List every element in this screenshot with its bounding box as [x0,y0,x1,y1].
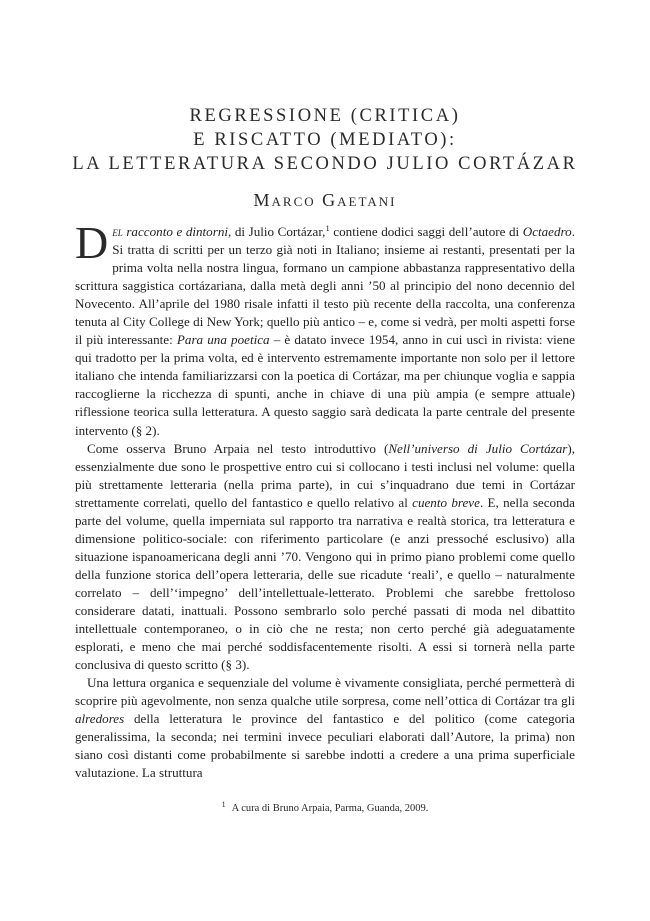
paragraph-2 [75,440,575,675]
article-title [0,104,650,211]
term-italic: cuento breve [412,494,480,510]
footnote-mark: 1 [221,800,226,809]
footnote-ref: 1 [325,223,330,233]
text-run: della letteratura le province del fantastico e del politico (come categoria generalissima, la seconda; nei termini invece peculiari elaborati dall’Autore, la prima) non siano così distanti come probabilmente si sarebbe indotti a credere a una prima superficiale valutazione. La struttura [75,711,575,781]
essay-title: Para una poetica [176,332,270,348]
body-text [75,217,576,782]
footnote [0,800,650,814]
lead-small-caps: el [112,224,123,239]
text-run: . E, nella seconda parte del volume, quella imperniata sul rapporto tra narrativa e realtà storica, tra letteratura e dimensione politico-sociale: con riferimento particolare (e anzi pressoché esclusivo) alla situazione ispanoamericana degli anni ’70. Vengono qui in primo piano problemi come quello della funzione storica dell’opera letteraria, delle sue ricadute ‘reali’, e quello – naturalmente correlato – dell’‘impegno’ dell’intellettuale-letterato. Problemi che sarebbe frettoloso considerare datati, inattuali. Possono sembrarlo solo perché passati di moda nel dibattito intellettuale contemporaneo, o in ciò che ne resta; non certo perché già adeguatamente esplorati, e meno che mai perché soddisfacentemente risolti. A essi si tornerà nella parte conclusiva di questo scritto (§ 3). [75,494,575,673]
essay-title: Nell’universo di Julio Cortázar [388,440,568,456]
footnote-text: A cura di Bruno Arpaia, Parma, Guanda, 2009. [231,803,429,814]
title-line-1: REGRESSIONE (CRITICA) [189,106,461,126]
text-run: – è datato invece 1954, anno in cui uscì in rivista: viene qui tradotto per la prima volta, ed è intervento estremamente importante non solo per il lettore italiano che intenda familiarizzarsi con la poetica di Cortázar, ma per chiunque voglia e sappia raccoglierne la ricchezza di spunti, anche in chiave di una più ampia (e sempre attuale) riflessione teorica sulla letteratura. A questo saggio sarà dedicata la parte centrale del presente intervento (§ 2). [75,332,575,438]
text-run: contiene dodici saggi dell’autore di [329,224,523,239]
title-line-3: LA LETTERATURA SECONDO JULIO CORTÁZAR [72,154,578,174]
text-run: . Si tratta di scritti per un terzo già noti in Italiano; insieme ai restanti, presentati per la prima volta nella nostra lingua, formano un campione abbastanza rappresentativo della scrittura saggistica cortázariana, dalla metà degli anni ’50 al principio del nono decennio del Novecento. All’aprile del 1980 risale infatti il testo più recente della raccolta, una conferenza tenuta al City College di New York; quello più antico – e, come si vedrà, per molti aspetti forse il più interessante: [75,224,575,348]
drop-cap: D [75,217,109,268]
book-title: racconto e dintorni [126,224,229,239]
text-run: , di Julio Cortázar, [228,224,326,239]
paragraph-1 [75,217,575,440]
text-run: ), essenzialmente due sono le prospettive entro cui si collocano i testi inclusi nel volume: quella più strettamente letteraria (nella prima parte), in cui s’inquadrano due temi in Cortázar strettamente correlati, quello del fantastico e quello relativo al [75,440,576,510]
book-title: Octaedro [522,224,572,239]
term-italic: alredores [75,711,125,727]
text-run: Una lettura organica e sequenziale del volume è vivamente consigliata, perché permetterà di scoprire più agevolmente, non senza qualche utile sorpresa, come nell’ottica di Cortázar tra gli [75,675,575,709]
title-line-2: E RISCATTO (MEDIATO): [193,130,457,150]
author-name: Marco Gaetani [253,190,397,210]
text-run: Come osserva Bruno Arpaia nel testo introduttivo ( [87,440,389,456]
paragraph-3 [75,674,575,782]
